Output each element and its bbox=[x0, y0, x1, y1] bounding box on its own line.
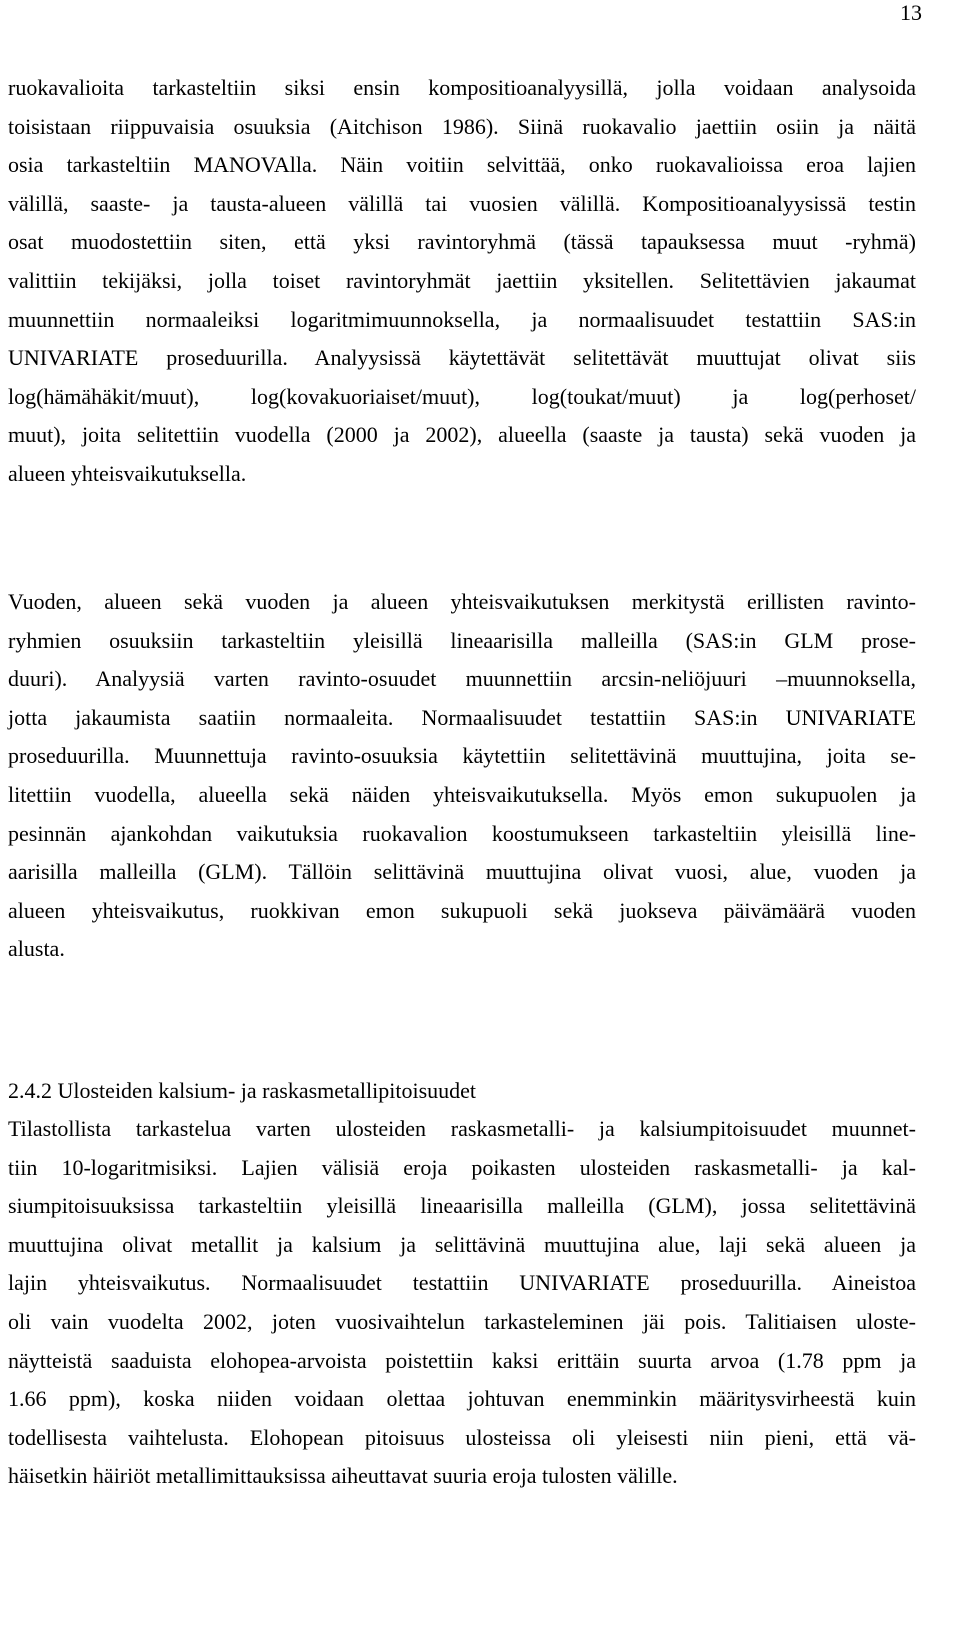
text-line: häisetkin häiriöt metallimittauksissa aiheuttavat suuria eroja tulosten välille. bbox=[8, 1463, 678, 1489]
text-line: log(hämähäkit/muut), log(kovakuoriaiset/muut), log(toukat/muut) ja log(perhoset/ bbox=[8, 383, 916, 409]
text-line: 1.66 ppm), koska niiden voidaan olettaa johtuvan enemminkin määritysvirheestä kuin bbox=[8, 1386, 916, 1412]
text-line: alusta. bbox=[8, 936, 65, 962]
text-line: siumpitoisuuksissa tarkasteltiin yleisillä lineaarisilla malleilla (GLM), jossa selitettävinä bbox=[8, 1193, 916, 1219]
text-line: ruokavalioita tarkasteltiin siksi ensin kompositioanalyysillä, jolla voidaan analysoida bbox=[8, 75, 916, 100]
text-line: duuri). Analyysiä varten ravinto-osuudet muunnettiin arcsin-neliöjuuri –muunnoksella, bbox=[8, 666, 916, 692]
paragraph-metal-analysis bbox=[8, 1110, 916, 1496]
paragraph-composition-analysis bbox=[8, 69, 916, 494]
text-line: muunnettiin normaaleiksi logaritmimuunnoksella, ja normaalisuudet testattiin SAS:in bbox=[8, 306, 916, 332]
text-line: valittiin tekijäksi, jolla toiset ravintoryhmät jaettiin yksitellen. Selitettävien jakaumat bbox=[8, 267, 916, 293]
text-line: proseduurilla. Muunnettuja ravinto-osuuksia käytettiin selitettävinä muuttujina, joita se- bbox=[8, 743, 916, 769]
text-line: muuttujina olivat metallit ja kalsium ja selittävinä muuttujina alue, laji sekä alueen ja bbox=[8, 1231, 916, 1257]
text-line: todellisesta vaihtelusta. Elohopean pitoisuus ulosteissa oli yleisesti niin pieni, että vä- bbox=[8, 1424, 916, 1450]
text-line: toisistaan riippuvaisia osuuksia (Aitchison 1986). Siinä ruokavalio jaettiin osiin ja näitä bbox=[8, 113, 916, 139]
text-line: pesinnän ajankohdan vaikutuksia ruokavalion koostumukseen tarkasteltiin yleisillä line- bbox=[8, 820, 916, 846]
text-line: osia tarkasteltiin MANOVAlla. Näin voitiin selvittää, onko ruokavalioissa eroa lajien bbox=[8, 152, 916, 178]
text-line: Tilastollista tarkastelua varten ulosteiden raskasmetalli- ja kalsiumpitoisuudet muunnet- bbox=[8, 1116, 916, 1141]
paragraph-glm-analysis bbox=[8, 583, 916, 969]
text-line: välillä, saaste- ja tausta-alueen välillä tai vuosien välillä. Kompositioanalyysissä testin bbox=[8, 190, 916, 216]
text-line: Vuoden, alueen sekä vuoden ja alueen yhteisvaikutuksen merkitystä erillisten ravinto- bbox=[8, 589, 916, 614]
text-line: ryhmien osuuksiin tarkasteltiin yleisillä lineaarisilla malleilla (SAS:in GLM prose- bbox=[8, 627, 916, 653]
text-line: oli vain vuodelta 2002, joten vuosivaihtelun tarkasteleminen jäi pois. Talitiaisen uloste- bbox=[8, 1308, 916, 1334]
text-line: näytteistä saaduista elohopea-arvoista poistettiin kaksi erittäin suurta arvoa (1.78 ppm ja bbox=[8, 1347, 916, 1373]
text-line: lajin yhteisvaikutus. Normaalisuudet testattiin UNIVARIATE proseduurilla. Aineistoa bbox=[8, 1270, 916, 1296]
text-line: tiin 10-logaritmisiksi. Lajien välisiä eroja poikasten ulosteiden raskasmetalli- ja kal- bbox=[8, 1154, 916, 1180]
text-line: alueen yhteisvaikutus, ruokkivan emon sukupuoli sekä juokseva päivämäärä vuoden bbox=[8, 897, 916, 923]
text-line: aarisilla malleilla (GLM). Tällöin selittävinä muuttujina olivat vuosi, alue, vuoden ja bbox=[8, 859, 916, 885]
text-line: muut), joita selitettiin vuodella (2000 ja 2002), alueella (saaste ja tausta) sekä vuoden ja bbox=[8, 422, 916, 448]
text-line: UNIVARIATE proseduurilla. Analyysissä käytettävät selitettävät muuttujat olivat siis bbox=[8, 345, 916, 371]
text-line: jotta jakaumista saatiin normaaleita. Normaalisuudet testattiin SAS:in UNIVARIATE bbox=[8, 704, 916, 730]
text-line: alueen yhteisvaikutuksella. bbox=[8, 460, 247, 486]
text-line: litettiin vuodella, alueella sekä näiden yhteisvaikutuksella. Myös emon sukupuolen ja bbox=[8, 781, 916, 807]
section-heading: 2.4.2 Ulosteiden kalsium- ja raskasmetallipitoisuudet bbox=[8, 1078, 477, 1103]
page-number: 13 bbox=[900, 0, 922, 25]
text-line: osat muodostettiin siten, että yksi ravintoryhmä (tässä tapauksessa muut -ryhmä) bbox=[8, 229, 916, 255]
